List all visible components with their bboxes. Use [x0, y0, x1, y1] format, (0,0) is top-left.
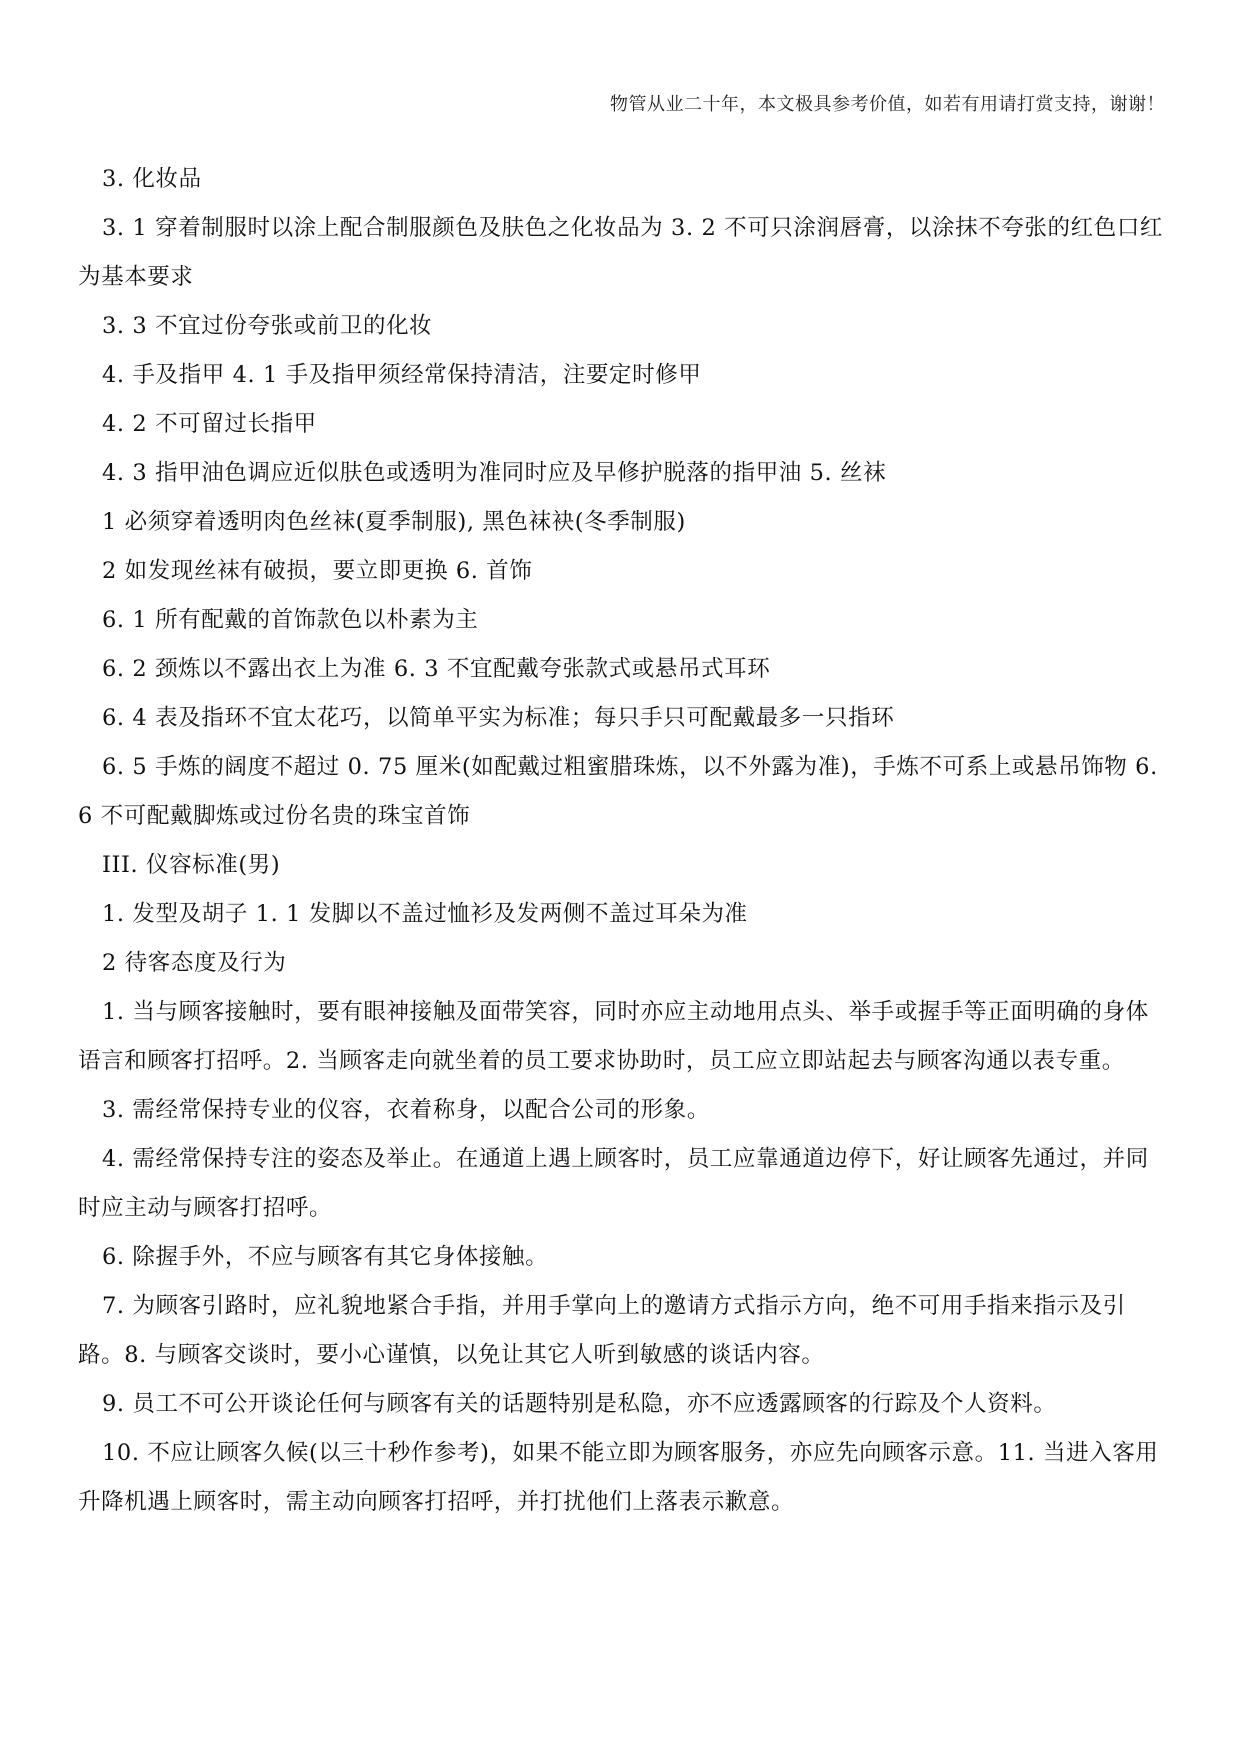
paragraph: 3. 需经常保持专业的仪容，衣着称身，以配合公司的形象。 — [102, 1097, 710, 1123]
paragraph: 6. 1 所有配戴的首饰款色以朴素为主 — [102, 607, 479, 633]
paragraph: 4. 手及指甲 4. 1 手及指甲须经常保持清洁，注要定时修甲 — [102, 362, 702, 388]
paragraph: 2 如发现丝袜有破损，要立即更换 6. 首饰 — [102, 558, 533, 584]
paragraph: 1. 当与顾客接触时，要有眼神接触及面带笑容，同时亦应主动地用点头、举手或握手等正面明确的身体语言和顾客打招呼。2. 当顾客走向就坐着的员工要求协助时，员工应立即站起去与顾客沟通以表专重。 — [78, 999, 1149, 1074]
paragraph: 7. 为顾客引路时，应礼貌地紧合手指，并用手掌向上的邀请方式指示方向，绝不可用手指来指示及引路。8. 与顾客交谈时，要小心谨慎，以免让其它人听到敏感的谈话内容。 — [78, 1293, 1126, 1368]
document-body — [78, 155, 1168, 1527]
paragraph: 4. 需经常保持专注的姿态及举止。在通道上遇上顾客时，员工应靠通道边停下，好让顾客先通过，并同时应主动与顾客打招呼。 — [78, 1146, 1149, 1221]
paragraph: 3. 3 不宜过份夸张或前卫的化妆 — [102, 313, 433, 339]
paragraph: 4. 3 指甲油色调应近似肤色或透明为准同时应及早修护脱落的指甲油 5. 丝袜 — [102, 460, 887, 486]
paragraph: 4. 2 不可留过长指甲 — [102, 411, 317, 437]
paragraph: 9. 员工不可公开谈论任何与顾客有关的话题特别是私隐，亦不应透露顾客的行踪及个人资料。 — [102, 1391, 1057, 1417]
paragraph: 10. 不应让顾客久候(以三十秒作参考)，如果不能立即为顾客服务，亦应先向顾客示意。11. 当进入客用升降机遇上顾客时，需主动向顾客打招呼，并打扰他们上落表示歉意。 — [78, 1440, 1159, 1515]
section-heading: III. 仪容标准(男) — [102, 852, 281, 878]
paragraph: 6. 2 颈炼以不露出衣上为准 6. 3 不宜配戴夸张款式或悬吊式耳环 — [102, 656, 771, 682]
paragraph: 3. 化妆品 — [102, 166, 202, 192]
paragraph: 2 待客态度及行为 — [102, 950, 287, 976]
paragraph: 1 必须穿着透明肉色丝袜(夏季制服), 黑色袜袂(冬季制服) — [102, 509, 686, 535]
header-note: 物管从业二十年，本文极具参考价值，如若有用请打赏支持，谢谢！ — [610, 94, 1165, 115]
paragraph: 1. 发型及胡子 1. 1 发脚以不盖过恤衫及发两侧不盖过耳朵为准 — [102, 901, 748, 927]
paragraph: 6. 除握手外，不应与顾客有其它身体接触。 — [102, 1244, 549, 1270]
paragraph: 3. 1 穿着制服时以涂上配合制服颜色及肤色之化妆品为 3. 2 不可只涂润唇膏，以涂抹不夸张的红色口红为基本要求 — [78, 215, 1164, 290]
paragraph: 6. 4 表及指环不宜太花巧，以简单平实为标准；每只手只可配戴最多一只指环 — [102, 705, 895, 731]
paragraph: 6. 5 手炼的阔度不超过 0. 75 厘米(如配戴过粗蜜腊珠炼，以不外露为准)，手炼不可系上或悬吊饰物 6. 6 不可配戴脚炼或过份名贵的珠宝首饰 — [78, 754, 1158, 829]
